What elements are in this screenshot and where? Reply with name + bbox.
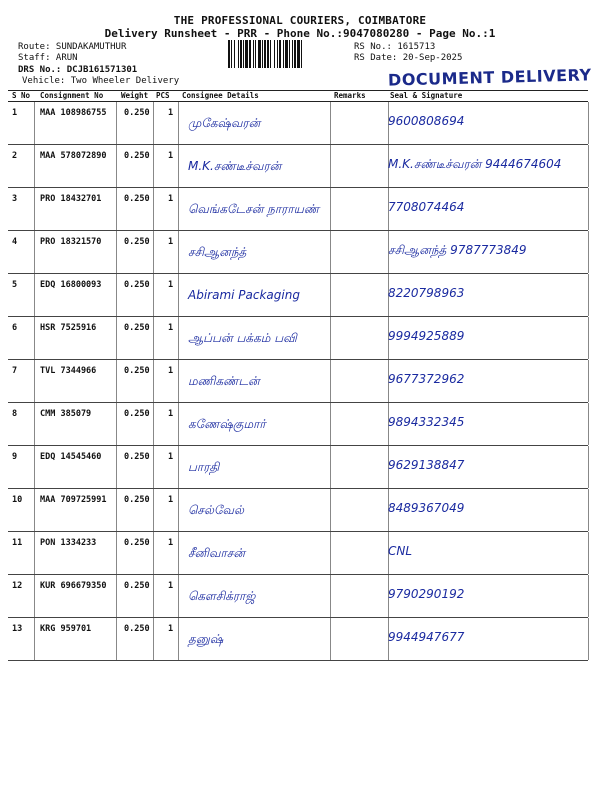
column-divider — [153, 188, 154, 230]
seal-signature: 7708074464 — [388, 200, 465, 214]
weight-value: 0.250 — [124, 624, 150, 634]
seal-signature: 9790290192 — [388, 587, 465, 601]
column-divider — [588, 532, 589, 574]
column-divider — [178, 231, 179, 273]
column-divider — [178, 532, 179, 574]
row-sno: 4 — [12, 237, 18, 247]
column-divider — [588, 360, 589, 402]
column-divider — [330, 317, 331, 359]
column-divider — [34, 188, 35, 230]
company-name: THE PROFESSIONAL COURIERS, COIMBATORE — [173, 14, 427, 27]
weight-value: 0.250 — [124, 538, 150, 548]
col-seal: Seal & Signature — [390, 91, 463, 100]
rs-number: RS No.: 1615713 — [354, 42, 436, 52]
table-row — [8, 489, 588, 532]
column-divider — [588, 145, 589, 187]
table-row — [8, 317, 588, 360]
column-divider — [116, 360, 117, 402]
column-divider — [116, 231, 117, 273]
table-row — [8, 145, 588, 188]
consignment-number: PON 1334233 — [40, 538, 97, 548]
pcs-value: 1 — [168, 409, 174, 419]
column-divider — [153, 403, 154, 445]
table-header — [8, 90, 588, 102]
table-row — [8, 102, 588, 145]
barcode — [228, 40, 348, 68]
route-label: Route: SUNDAKAMUTHUR — [18, 42, 127, 52]
table-row — [8, 274, 588, 317]
column-divider — [588, 575, 589, 617]
column-divider — [178, 403, 179, 445]
row-sno: 8 — [12, 409, 18, 419]
pcs-value: 1 — [168, 624, 174, 634]
seal-signature: 9629138847 — [388, 458, 465, 472]
row-sno: 13 — [12, 624, 23, 634]
column-divider — [588, 403, 589, 445]
seal-signature: 8489367049 — [388, 501, 465, 515]
row-sno: 11 — [12, 538, 23, 548]
weight-value: 0.250 — [124, 366, 150, 376]
consignee-handwritten: கௌசிக்ராஜ் — [188, 589, 256, 603]
column-divider — [330, 403, 331, 445]
column-divider — [153, 446, 154, 488]
pcs-value: 1 — [168, 323, 174, 333]
weight-value: 0.250 — [124, 581, 150, 591]
column-divider — [34, 102, 35, 144]
column-divider — [330, 274, 331, 316]
column-divider — [588, 317, 589, 359]
consignee-handwritten: வெங்கடேசன் நாராயண் — [188, 202, 320, 216]
weight-value: 0.250 — [124, 452, 150, 462]
column-divider — [116, 446, 117, 488]
column-divider — [588, 618, 589, 660]
column-divider — [34, 618, 35, 660]
column-divider — [153, 532, 154, 574]
column-divider — [34, 532, 35, 574]
column-divider — [34, 446, 35, 488]
pcs-value: 1 — [168, 452, 174, 462]
pcs-value: 1 — [168, 108, 174, 118]
column-divider — [178, 618, 179, 660]
consignee-handwritten: தனுஷ் — [188, 632, 224, 646]
consignee-handwritten: பாரதி — [188, 460, 220, 474]
column-divider — [153, 145, 154, 187]
table-row — [8, 360, 588, 403]
column-divider — [588, 446, 589, 488]
weight-value: 0.250 — [124, 151, 150, 161]
column-divider — [178, 489, 179, 531]
rs-date: RS Date: 20-Sep-2025 — [354, 53, 463, 63]
document-delivery-stamp: DOCUMENT DELIVERY — [387, 65, 592, 90]
column-divider — [34, 317, 35, 359]
column-divider — [116, 317, 117, 359]
column-divider — [116, 274, 117, 316]
seal-signature: 9944947677 — [388, 630, 465, 644]
col-weight: Weight — [121, 91, 149, 100]
column-divider — [153, 231, 154, 273]
consignment-number: MAA 578072890 — [40, 151, 107, 161]
table-body — [8, 102, 588, 661]
consignee-handwritten: சசிஆனந்த் — [188, 245, 247, 259]
consignee-handwritten: Abirami Packaging — [188, 288, 300, 302]
consignee-handwritten: சீனிவாசன் — [188, 546, 246, 560]
consignment-number: HSR 7525916 — [40, 323, 97, 333]
column-divider — [178, 446, 179, 488]
column-divider — [330, 618, 331, 660]
consignee-handwritten: மணிகண்டன் — [188, 374, 260, 388]
table-row — [8, 403, 588, 446]
consignee-handwritten: ஆப்பன் பக்கம் பவி — [188, 331, 297, 345]
column-divider — [116, 489, 117, 531]
row-sno: 9 — [12, 452, 18, 462]
pcs-value: 1 — [168, 581, 174, 591]
column-divider — [330, 489, 331, 531]
col-sno: S No — [12, 91, 31, 100]
column-divider — [153, 575, 154, 617]
column-divider — [178, 575, 179, 617]
row-sno: 5 — [12, 280, 18, 290]
seal-signature: 9894332345 — [388, 415, 465, 429]
table-row — [8, 231, 588, 274]
col-consignment: Consignment No — [40, 91, 104, 100]
consignee-handwritten: முகேஷ்வரன் — [188, 116, 261, 130]
pcs-value: 1 — [168, 151, 174, 161]
table-row — [8, 618, 588, 661]
column-divider — [116, 532, 117, 574]
consignment-number: EDQ 16800093 — [40, 280, 102, 290]
seal-signature: CNL — [388, 544, 413, 558]
consignee-handwritten: கணேஷ்குமார் — [188, 417, 266, 431]
column-divider — [153, 274, 154, 316]
column-divider — [178, 102, 179, 144]
column-divider — [178, 360, 179, 402]
consignment-number: PRO 18321570 — [40, 237, 102, 247]
consignment-number: MAA 108986755 — [40, 108, 107, 118]
weight-value: 0.250 — [124, 237, 150, 247]
pcs-value: 1 — [168, 280, 174, 290]
consignee-handwritten: செல்வேல் — [188, 503, 244, 517]
column-divider — [116, 145, 117, 187]
column-divider — [34, 145, 35, 187]
column-divider — [330, 145, 331, 187]
table-row — [8, 446, 588, 489]
weight-value: 0.250 — [124, 108, 150, 118]
weight-value: 0.250 — [124, 409, 150, 419]
column-divider — [34, 231, 35, 273]
column-divider — [178, 274, 179, 316]
row-sno: 1 — [12, 108, 18, 118]
staff-label: Staff: ARUN — [18, 53, 78, 63]
column-divider — [116, 618, 117, 660]
weight-value: 0.250 — [124, 194, 150, 204]
consignee-handwritten: M.K.சண்டீச்வரன் — [188, 159, 282, 173]
seal-signature: 9994925889 — [388, 329, 465, 343]
consignment-number: CMM 385079 — [40, 409, 92, 419]
column-divider — [153, 360, 154, 402]
consignment-number: MAA 709725991 — [40, 495, 107, 505]
column-divider — [153, 618, 154, 660]
column-divider — [330, 231, 331, 273]
column-divider — [116, 102, 117, 144]
column-divider — [178, 145, 179, 187]
table-row — [8, 532, 588, 575]
weight-value: 0.250 — [124, 323, 150, 333]
table-row — [8, 575, 588, 618]
weight-value: 0.250 — [124, 280, 150, 290]
column-divider — [34, 489, 35, 531]
column-divider — [588, 489, 589, 531]
table-row — [8, 188, 588, 231]
seal-signature: 9600808694 — [388, 114, 465, 128]
consignment-number: KUR 696679350 — [40, 581, 107, 591]
column-divider — [330, 575, 331, 617]
consignment-number: TVL 7344966 — [40, 366, 97, 376]
column-divider — [116, 403, 117, 445]
pcs-value: 1 — [168, 495, 174, 505]
column-divider — [34, 274, 35, 316]
consignment-number: KRG 959701 — [40, 624, 92, 634]
consignment-number: PRO 18432701 — [40, 194, 102, 204]
row-sno: 12 — [12, 581, 23, 591]
col-remarks: Remarks — [334, 91, 366, 100]
column-divider — [330, 102, 331, 144]
consignment-number: EDQ 14545460 — [40, 452, 102, 462]
row-sno: 10 — [12, 495, 23, 505]
row-sno: 6 — [12, 323, 18, 333]
pcs-value: 1 — [168, 194, 174, 204]
column-divider — [34, 360, 35, 402]
col-pcs: PCS — [156, 91, 170, 100]
vehicle-label: Vehicle: Two Wheeler Delivery — [22, 76, 180, 86]
column-divider — [330, 188, 331, 230]
column-divider — [330, 532, 331, 574]
runsheet-title: Delivery Runsheet - PRR - Phone No.:9047080280 - Page No.:1 — [104, 27, 496, 40]
column-divider — [330, 360, 331, 402]
weight-value: 0.250 — [124, 495, 150, 505]
column-divider — [34, 403, 35, 445]
row-sno: 2 — [12, 151, 18, 161]
column-divider — [153, 317, 154, 359]
pcs-value: 1 — [168, 366, 174, 376]
delivery-table — [8, 90, 588, 661]
column-divider — [34, 575, 35, 617]
col-consignee: Consignee Details — [182, 91, 259, 100]
column-divider — [330, 446, 331, 488]
column-divider — [153, 489, 154, 531]
column-divider — [116, 575, 117, 617]
row-sno: 7 — [12, 366, 18, 376]
seal-signature: M.K.சண்டீச்வரன் 9444674604 — [388, 157, 562, 171]
pcs-value: 1 — [168, 237, 174, 247]
row-sno: 3 — [12, 194, 18, 204]
seal-signature: சசிஆனந்த் 9787773849 — [388, 243, 527, 257]
column-divider — [588, 188, 589, 230]
column-divider — [178, 317, 179, 359]
drs-number: DRS No.: DCJB161571301 — [18, 65, 138, 75]
column-divider — [116, 188, 117, 230]
pcs-value: 1 — [168, 538, 174, 548]
seal-signature: 8220798963 — [388, 286, 465, 300]
seal-signature: 9677372962 — [388, 372, 465, 386]
column-divider — [153, 102, 154, 144]
column-divider — [178, 188, 179, 230]
column-divider — [588, 231, 589, 273]
column-divider — [588, 102, 589, 144]
column-divider — [588, 274, 589, 316]
